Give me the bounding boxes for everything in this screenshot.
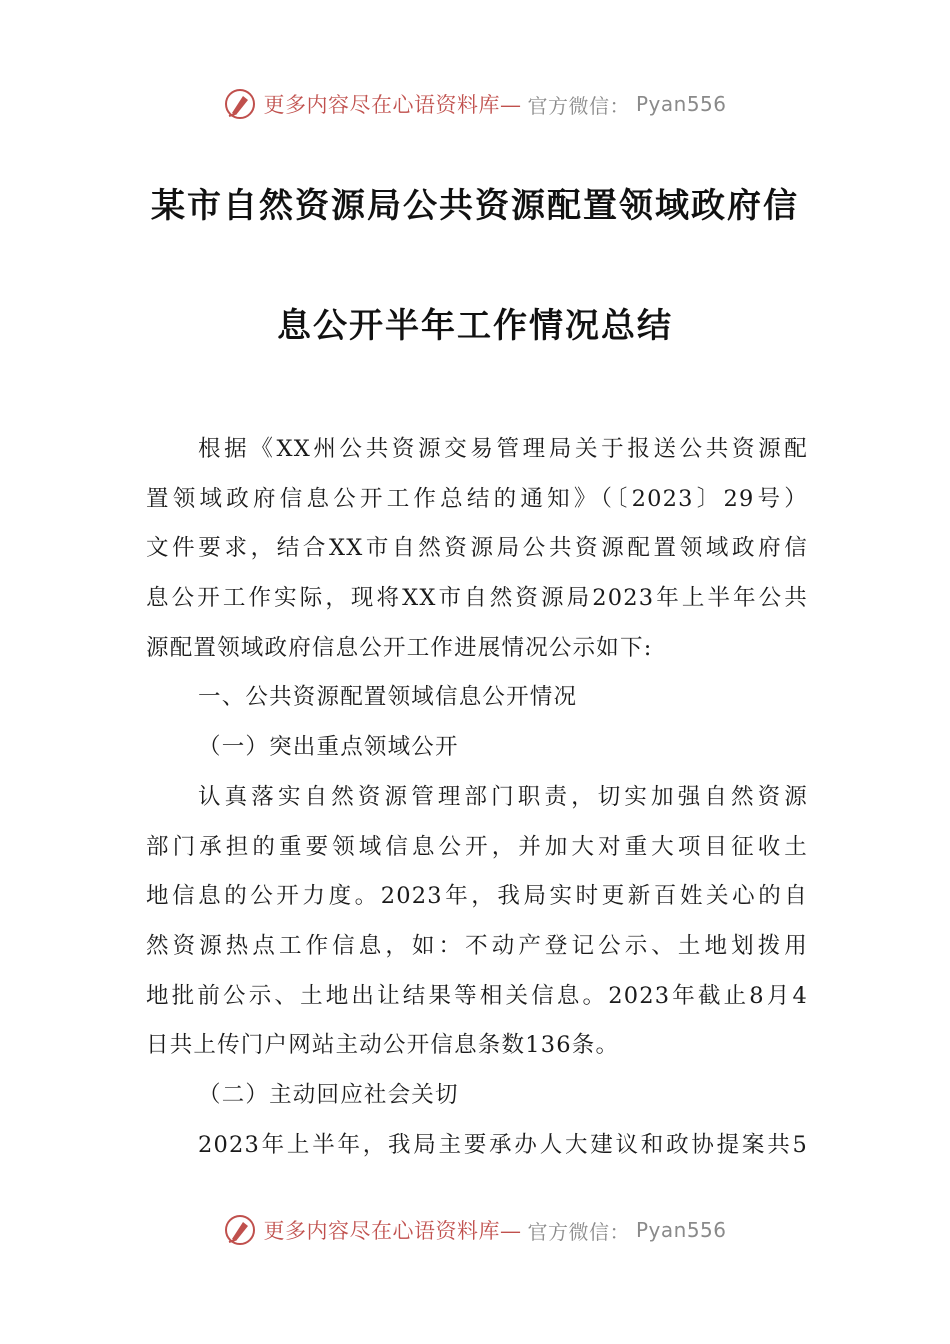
subsection-heading-1: （一）突出重点领域公开	[198, 734, 459, 761]
watermark-text: 更多内容尽在心语资料库—	[263, 1219, 522, 1243]
document-title-line-2: 息公开半年工作情况总结	[277, 306, 673, 346]
body-line: 2023年上半年，我局主要承办人大建议和政协提案共5	[198, 1131, 808, 1158]
watermark-wechat-label: 官方微信：	[527, 93, 630, 118]
body-line: 置领域政府信息公开工作总结的通知》（〔2023〕29号）	[146, 485, 808, 512]
body-line: 认真落实自然资源管理部门职责，切实加强自然资源	[198, 783, 808, 810]
document-title-line-1: 某市自然资源局公共资源配置领域政府信	[151, 186, 799, 226]
pen-nib-circle-icon	[223, 87, 257, 121]
footer-watermark	[0, 1210, 950, 1250]
body-line: 源配置领域政府信息公开工作进展情况公示如下:	[146, 634, 653, 661]
body-line: 地信息的公开力度。2023年，我局实时更新百姓关心的自	[146, 883, 808, 910]
section-heading-1: 一、公共资源配置领域信息公开情况	[198, 684, 578, 711]
watermark-text: 更多内容尽在心语资料库—	[263, 93, 522, 117]
subsection-heading-2: （二）主动回应社会关切	[198, 1081, 459, 1108]
body-line: 根据《XX州公共资源交易管理局关于报送公共资源配	[198, 436, 808, 462]
body-line: 文件要求，结合XX市自然资源局公共资源配置领域政府信	[146, 535, 808, 562]
body-line: 部门承担的重要领域信息公开，并加大对重大项目征收土	[146, 833, 808, 860]
pen-nib-circle-icon	[223, 1213, 257, 1247]
watermark-wechat-id: Pyan556	[635, 1218, 727, 1242]
header-watermark	[0, 84, 950, 124]
body-line: 地批前公示、土地出让结果等相关信息。2023年截止8月4	[146, 982, 808, 1009]
body-line: 息公开工作实际，现将XX市自然资源局2023年上半年公共	[146, 585, 808, 612]
body-line: 日共上传门户网站主动公开信息条数136条。	[146, 1032, 620, 1059]
document-body	[146, 425, 808, 1170]
watermark-wechat-label: 官方微信：	[527, 1219, 630, 1244]
watermark-wechat-id: Pyan556	[635, 92, 727, 116]
body-line: 然资源热点工作信息，如：不动产登记公示、土地划拨用	[146, 932, 808, 959]
